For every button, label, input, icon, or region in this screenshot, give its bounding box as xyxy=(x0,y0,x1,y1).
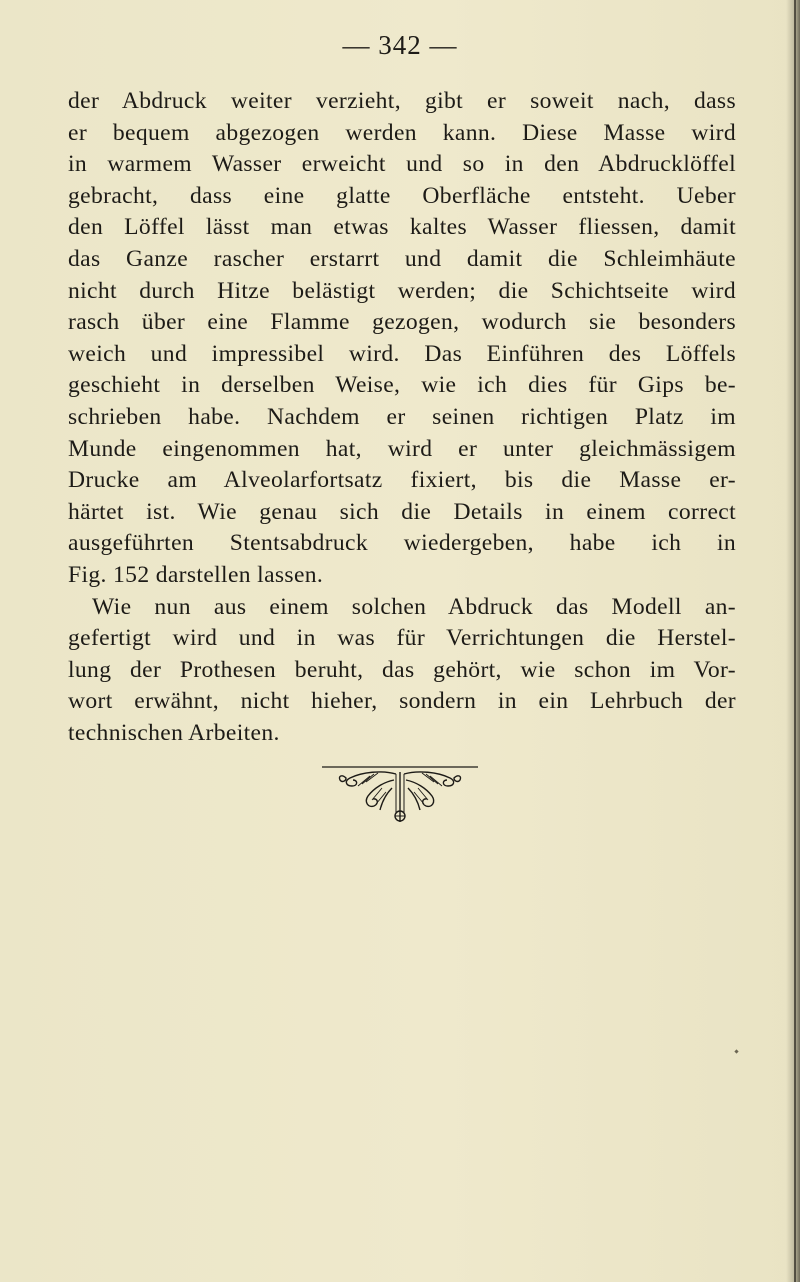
page-edge-line xyxy=(794,0,796,1282)
text-line: technischen Arbeiten. xyxy=(68,719,280,746)
text-line: lung der Prothesen beruht, das gehört, wie schon im Vor- xyxy=(68,656,736,683)
text-line: rasch über eine Flamme gezogen, wodurch sie besonders xyxy=(68,309,736,336)
text-line: den Löffel lässt man etwas kaltes Wasser fliessen, damit xyxy=(68,214,736,241)
ink-speck xyxy=(734,1049,738,1053)
text-line: er bequem abgezogen werden kann. Diese Masse wird xyxy=(68,119,736,146)
text-line: gefertigt wird und in was für Verrichtungen die Herstel- xyxy=(68,625,736,652)
text-line: gebracht, dass eine glatte Oberfläche entsteht. Ueber xyxy=(68,182,736,209)
text-line: Munde eingenommen hat, wird er unter gleichmässigem xyxy=(68,435,736,462)
text-line: wort erwähnt, nicht hieher, sondern in ein Lehrbuch der xyxy=(68,688,736,715)
text-line: Drucke am Alveolarfortsatz fixiert, bis die Masse er- xyxy=(68,467,736,494)
floral-tailpiece-icon xyxy=(322,764,478,828)
text-line: geschieht in derselben Weise, wie ich dies für Gips be- xyxy=(68,372,736,399)
text-line: das Ganze rascher erstarrt und damit die Schleimhäute xyxy=(68,245,736,272)
text-line: schrieben habe. Nachdem er seinen richtigen Platz im xyxy=(68,403,736,430)
text-line: nicht durch Hitze belästigt werden; die Schichtseite wird xyxy=(68,277,736,304)
text-line: der Abdruck weiter verzieht, gibt er soweit nach, dass xyxy=(68,88,736,114)
text-line: Fig. 152 darstellen lassen. xyxy=(68,561,324,588)
page-edge-shadow xyxy=(786,0,800,1282)
text-line: Wie nun aus einem solchen Abdruck das Modell an- xyxy=(92,593,736,620)
page-number-header: — 342 — xyxy=(342,30,458,60)
text-line: weich und impressibel wird. Das Einführen des Löffels xyxy=(68,340,736,367)
text-line: in warmem Wasser erweicht und so in den Abdrucklöffel xyxy=(68,151,736,178)
text-line: ausgeführten Stentsabdruck wiedergeben, habe ich in xyxy=(68,530,736,557)
text-line: härtet ist. Wie genau sich die Details in einem correct xyxy=(68,498,736,525)
body-text xyxy=(68,86,736,749)
